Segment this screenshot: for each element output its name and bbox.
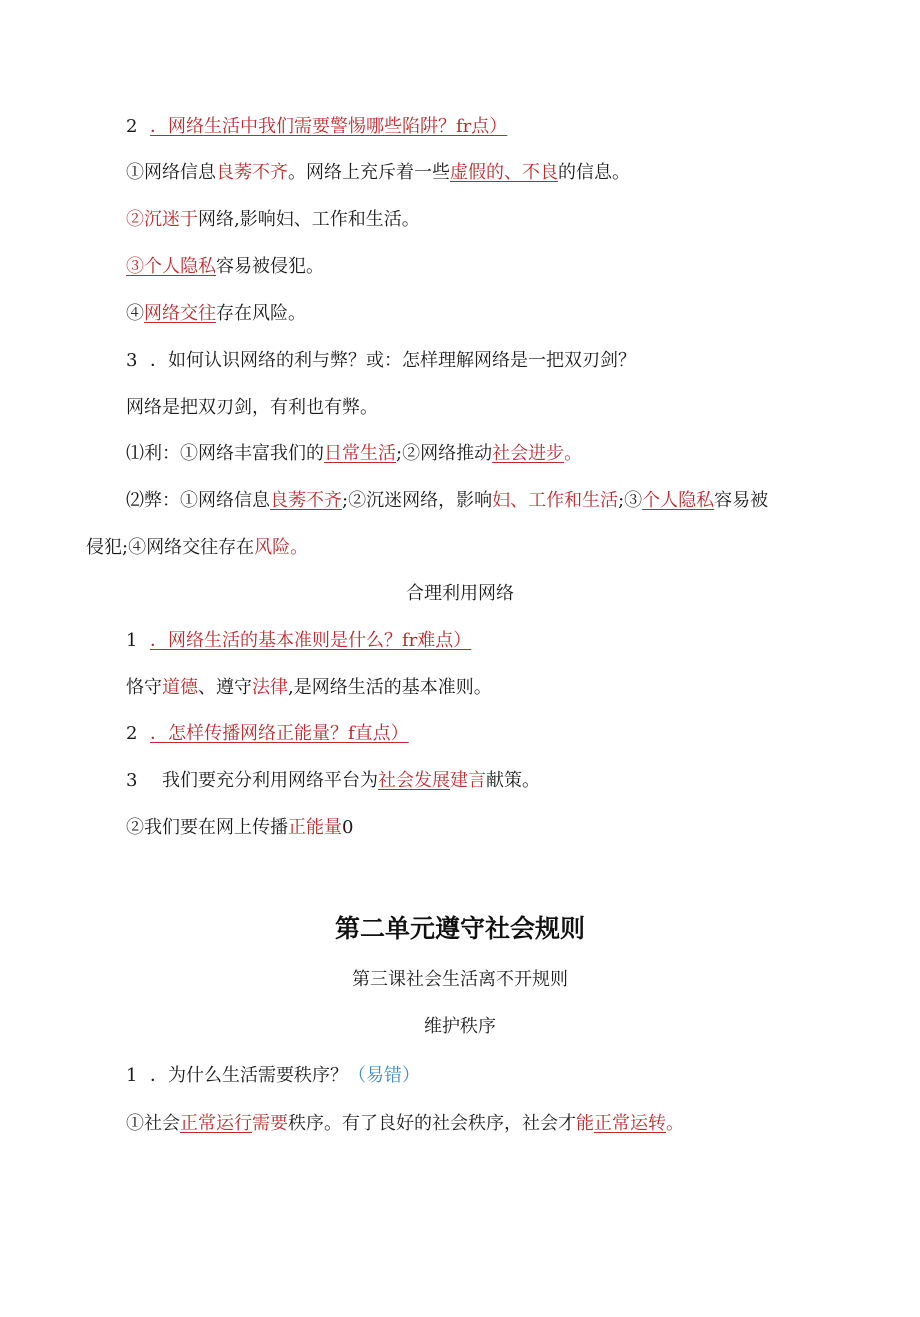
question-2-energy-heading: 2 ．怎样传播网络正能量？f直点） xyxy=(126,723,409,744)
question-order-heading: 1 ．为什么生活需要秩序？（易错） xyxy=(126,1065,420,1086)
paragraph-drawbacks-cont: 侵犯;④网络交往存在风险。 xyxy=(86,537,309,558)
paragraph-double-edge: 网络是把双刃剑，有利也有弊。 xyxy=(126,397,378,418)
lesson-title: 第三课社会生活离不开规则 xyxy=(352,969,568,990)
question-1-heading: 1 ．网络生活的基本准则是什么？fr难点） xyxy=(126,630,472,651)
question-3-heading: 3 ．如何认识网络的利与弊？或：怎样理解网络是一把双刃剑？ xyxy=(126,350,636,371)
paragraph-trap-1: ①网络信息良莠不齐。网络上充斥着一些虚假的、不良的信息。 xyxy=(126,162,630,183)
paragraph-benefits: ⑴利：①网络丰富我们的日常生活;②网络推动社会进步。 xyxy=(126,443,583,464)
paragraph-spread-energy: ②我们要在网上传播正能量0 xyxy=(126,817,354,838)
paragraph-drawbacks: ⑵弊：①网络信息良莠不齐;②沉迷网络，影响妇、工作和生活;③个人隐私容易被 xyxy=(126,490,769,511)
unit-title: 第二单元遵守社会规则 xyxy=(334,914,585,943)
paragraph-trap-2: ②沉迷于网络,影响妇、工作和生活。 xyxy=(126,209,420,230)
paragraph-use-platform: 3 我们要充分利用网络平台为社会发展建言献策。 xyxy=(126,770,540,791)
question-2-heading: 2 ．网络生活中我们需要警惕哪些陷阱？fr点） xyxy=(126,116,508,137)
paragraph-basic-rules: 恪守道德、遵守法律,是网络生活的基本准则。 xyxy=(126,677,492,698)
section-heading-use-network: 合理利用网络 xyxy=(406,583,514,604)
section-heading-order: 维护秩序 xyxy=(424,1016,496,1037)
paragraph-trap-3: ③个人隐私容易被侵犯。 xyxy=(126,256,324,277)
paragraph-trap-4: ④网络交往存在风险。 xyxy=(126,303,306,324)
paragraph-social-order: ①社会正常运行需要秩序。有了良好的社会秩序，社会才能正常运转。 xyxy=(126,1113,684,1134)
